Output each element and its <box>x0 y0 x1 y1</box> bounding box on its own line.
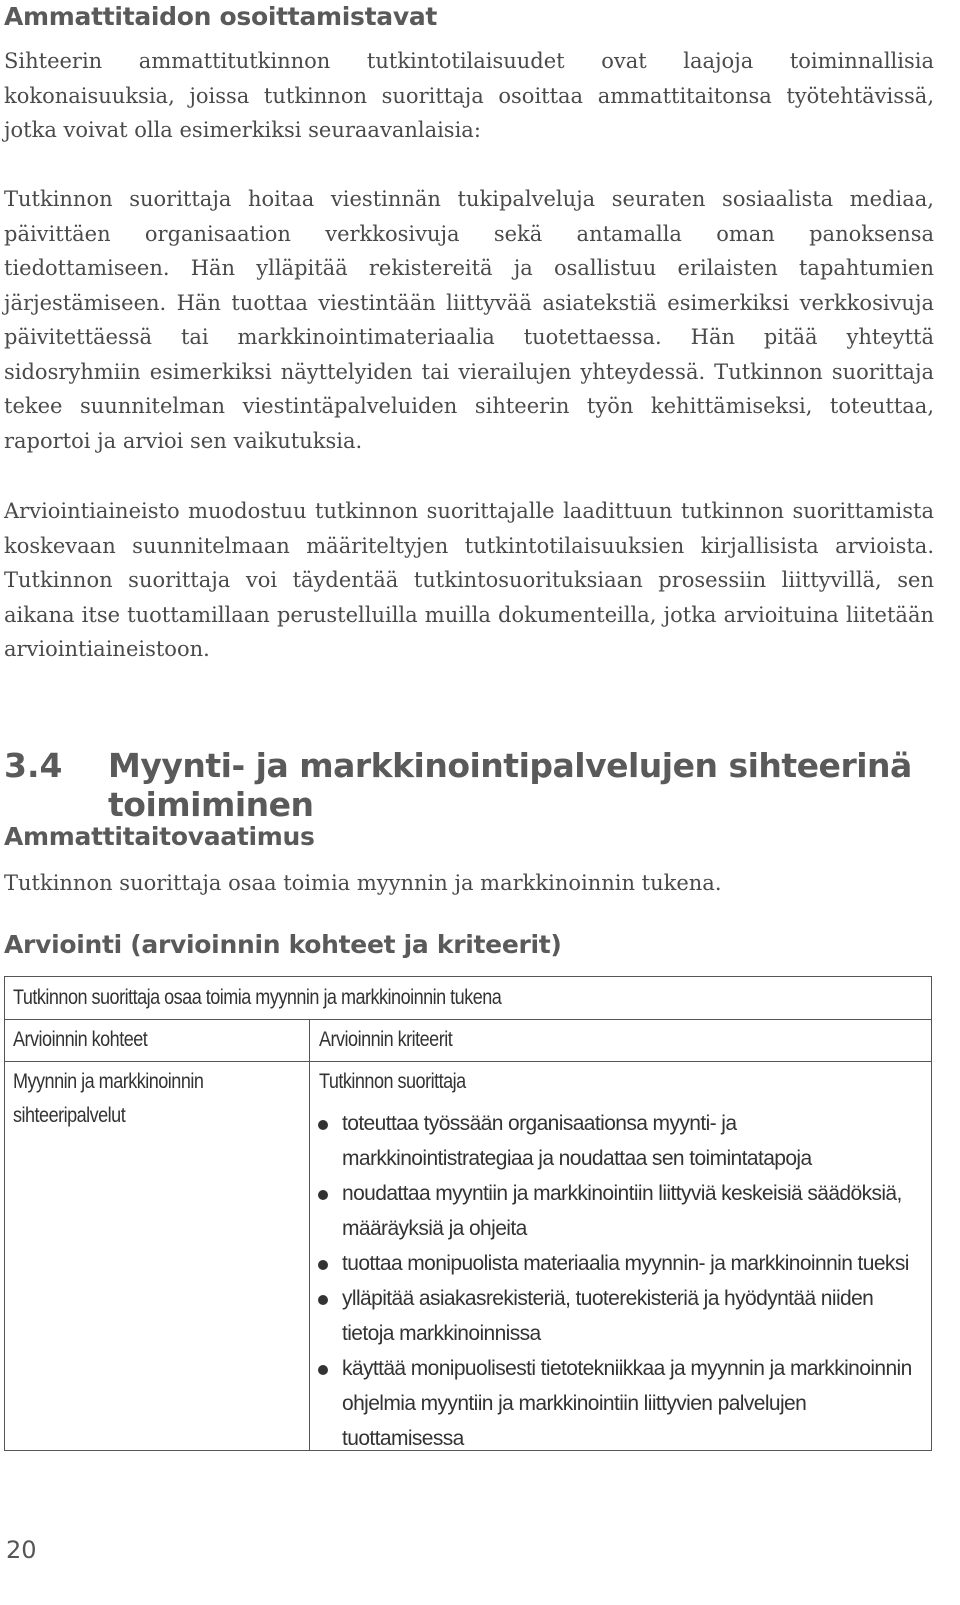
criteria-intro: Tutkinnon suorittaja <box>319 1070 466 1093</box>
example-paragraph: Tutkinnon suorittaja hoitaa viestinnän tukipalveluja seuraten sosiaalista mediaa, päivittäen organisaation verkkosivuja sekä antamalla oman panoksensa tiedottamiseen. Hän ylläpitää rekistereitä ja osallistuu erilaisten tapahtumien järjestämiseen. Hän tuottaa viestintään liittyvää asiatekstiä esimerkiksi verkkosivuja päivitettäessä tai markkinointimateriaalia tuotettaessa. Hän pitää yhteyttä sidosryhmiin esimerkiksi näyttelyiden tai vierailujen yhteydessä. Tutkinnon suorittaja tekee suunnitelman viestintäpalveluiden sihteerin työn kehittämiseksi, toteuttaa, raportoi ja arvioi sen vaikutuksia. <box>4 187 934 453</box>
heading-evaluation: Arviointi (arvioinnin kohteet ja kriteerit) <box>4 930 562 959</box>
list-item: käyttää monipuolisesti tietotekniikkaa ja myynnin ja markkinoinnin ohjelmia myyntiin ja markkinointiin liittyvien palvelujen tuottamisessa <box>312 1351 912 1456</box>
table-caption-row <box>5 977 931 1020</box>
list-item: toteuttaa työssään organisaationsa myynti- ja markkinointistrategiaa ja noudattaa sen toimintatapoja <box>312 1106 912 1176</box>
target-line-2: sihteeripalvelut <box>13 1104 126 1127</box>
section-number: 3.4 <box>4 746 63 785</box>
list-item: noudattaa myyntiin ja markkinointiin liittyviä keskeisiä säädöksiä, määräyksiä ja ohjeita <box>312 1176 912 1246</box>
table-caption: Tutkinnon suorittaja osaa toimia myynnin ja markkinoinnin tukena <box>13 986 502 1009</box>
column-divider <box>309 1019 310 1450</box>
bullet-icon <box>318 1365 328 1375</box>
list-item: ylläpitää asiakasrekisteriä, tuoterekisteriä ja hyödyntää niiden tietoja markkinoinnissa <box>312 1281 912 1351</box>
col-header-criteria: Arvioinnin kriteerit <box>319 1028 453 1051</box>
criteria-list <box>312 1106 912 1456</box>
target-line-1: Myynnin ja markkinoinnin <box>13 1070 204 1093</box>
list-item: tuottaa monipuolista materiaalia myynnin- ja markkinoinnin tueksi <box>312 1246 912 1281</box>
table-header-row <box>5 1019 931 1062</box>
page-number: 20 <box>6 1536 37 1564</box>
intro-paragraph: Sihteerin ammattitutkinnon tutkintotilaisuudet ovat laajoja toiminnallisia kokonaisuuksia, joissa tutkinnon suorittaja osoittaa ammattitaitonsa työtehtävissä, jotka voivat olla esimerkiksi seuraavanlaisia: <box>4 49 934 142</box>
col-header-targets: Arvioinnin kohteet <box>13 1028 148 1051</box>
heading-demonstration-methods: Ammattitaidon osoittamistavat <box>4 2 438 31</box>
assessment-paragraph: Arviointiaineisto muodostuu tutkinnon suorittajalle laadittuun tutkinnon suorittamista koskevaan suunnitelmaan määriteltyjen tutkintotilaisuuksien kirjallisista arvioista. Tutkinnon suorittaja voi täydentää tutkintosuorituksiaan prosessiin liittyvillä, sen aikana itse tuottamillaan perustelluilla muilla dokumenteilla, jotka arvioituina liitetään arviointiaineistoon. <box>4 499 934 661</box>
heading-requirement: Ammattitaitovaatimus <box>4 822 315 851</box>
bullet-icon <box>318 1190 328 1200</box>
bullet-icon <box>318 1295 328 1305</box>
requirement-text: Tutkinnon suorittaja osaa toimia myynnin ja markkinoinnin tukena. <box>4 871 722 895</box>
bullet-icon <box>318 1260 328 1270</box>
bullet-icon <box>318 1120 328 1130</box>
section-title: Myynti- ja markkinointipalvelujen sihteerinä toimiminen <box>108 746 912 824</box>
